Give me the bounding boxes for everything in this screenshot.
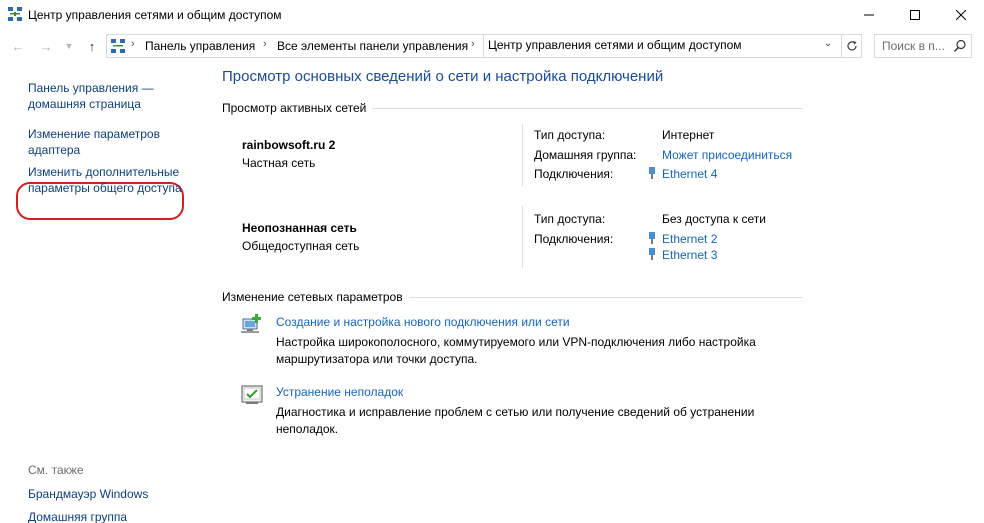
forward-button[interactable] bbox=[36, 31, 56, 61]
minimize-icon bbox=[864, 10, 874, 20]
arrow-right-icon: → bbox=[39, 38, 53, 54]
search-icon[interactable] bbox=[953, 39, 967, 53]
control-panel-home-link[interactable]: Панель управления — домашняя страница bbox=[28, 81, 154, 111]
window-title: Центр управления сетями и общим доступом bbox=[28, 8, 282, 22]
breadcrumb-all-items[interactable]: Все элементы панели управления bbox=[277, 39, 469, 53]
homegroup-label: Домашняя группа: bbox=[534, 148, 637, 162]
title-bar bbox=[0, 0, 984, 30]
address-bar[interactable] bbox=[106, 34, 842, 58]
setup-new-connection-desc: Настройка широкополосного, коммутируемого или VPN-подключения либо настройка маршрутизатора или точки доступа. bbox=[276, 335, 756, 366]
breadcrumb-separator-icon: › bbox=[263, 38, 267, 50]
advanced-sharing-settings-link[interactable]: Изменить дополнительные параметры общего доступа bbox=[28, 165, 182, 195]
network-center-icon bbox=[8, 7, 22, 21]
troubleshoot-desc: Диагностика и исправление проблем с сетью или получение сведений об устранении неполадок. bbox=[276, 405, 755, 436]
search-input[interactable] bbox=[874, 34, 972, 58]
navigation-bar bbox=[0, 31, 984, 61]
troubleshoot-icon bbox=[240, 384, 264, 406]
access-type-value: Без доступа к сети bbox=[662, 212, 766, 226]
minimize-button[interactable] bbox=[846, 0, 892, 30]
ethernet-4-link[interactable]: Ethernet 4 bbox=[662, 167, 718, 181]
up-button[interactable] bbox=[82, 31, 102, 61]
back-button[interactable] bbox=[8, 31, 28, 61]
setup-new-connection-link[interactable]: Создание и настройка нового подключения или сети bbox=[276, 315, 570, 329]
ethernet-icon bbox=[648, 232, 656, 244]
connections-label: Подключения: bbox=[534, 167, 614, 181]
change-adapter-settings-link[interactable]: Изменение параметров адаптера bbox=[28, 127, 160, 157]
recent-locations-button[interactable] bbox=[62, 31, 76, 61]
refresh-button[interactable] bbox=[842, 34, 862, 58]
access-type-label: Тип доступа: bbox=[534, 212, 606, 226]
maximize-button[interactable] bbox=[892, 0, 938, 30]
network-type-link[interactable]: Общедоступная сеть bbox=[242, 239, 360, 253]
homegroup-link[interactable]: Домашняя группа bbox=[28, 510, 128, 523]
network-name: rainbowsoft.ru 2 bbox=[242, 138, 336, 152]
see-also-label: См. также bbox=[28, 463, 84, 477]
ethernet-3-link[interactable]: Ethernet 3 bbox=[662, 248, 718, 262]
connections-label: Подключения: bbox=[534, 232, 614, 246]
arrow-left-icon: ← bbox=[11, 38, 25, 54]
homegroup-join-link[interactable]: Может присоединиться bbox=[662, 148, 793, 162]
network-name: Неопознанная сеть bbox=[242, 221, 357, 235]
search-placeholder: Поиск в п... bbox=[882, 39, 945, 53]
ethernet-2-link[interactable]: Ethernet 2 bbox=[662, 232, 718, 246]
active-networks-header: Просмотр активных сетей bbox=[222, 101, 372, 115]
network-divider bbox=[522, 124, 523, 186]
ethernet-icon bbox=[648, 248, 656, 260]
maximize-icon bbox=[910, 10, 920, 20]
chevron-down-icon: ▼ bbox=[64, 41, 74, 51]
breadcrumb-separator-icon: › bbox=[471, 38, 475, 50]
access-type-value: Интернет bbox=[662, 128, 715, 142]
breadcrumb-separator-icon: › bbox=[131, 38, 135, 50]
arrow-up-icon: ↑ bbox=[88, 38, 96, 54]
access-type-label: Тип доступа: bbox=[534, 128, 606, 142]
control-panel-icon bbox=[111, 39, 125, 53]
breadcrumb-control-panel[interactable]: Панель управления bbox=[145, 39, 256, 53]
ethernet-icon bbox=[648, 167, 656, 179]
network-type-link[interactable]: Частная сеть bbox=[242, 156, 316, 170]
refresh-icon bbox=[846, 40, 858, 52]
address-dropdown-icon[interactable]: ⌄ bbox=[823, 38, 833, 49]
network-divider bbox=[522, 206, 523, 268]
breadcrumb-current[interactable]: Центр управления сетями и общим доступом bbox=[483, 35, 746, 57]
close-button[interactable] bbox=[938, 0, 984, 30]
close-icon bbox=[956, 10, 966, 20]
windows-firewall-link[interactable]: Брандмауэр Windows bbox=[28, 487, 149, 501]
change-settings-header: Изменение сетевых параметров bbox=[222, 290, 409, 304]
page-title: Просмотр основных сведений о сети и настройка подключений bbox=[222, 68, 664, 85]
troubleshoot-link[interactable]: Устранение неполадок bbox=[276, 385, 404, 399]
new-connection-icon bbox=[240, 313, 264, 335]
left-pane bbox=[0, 62, 205, 523]
